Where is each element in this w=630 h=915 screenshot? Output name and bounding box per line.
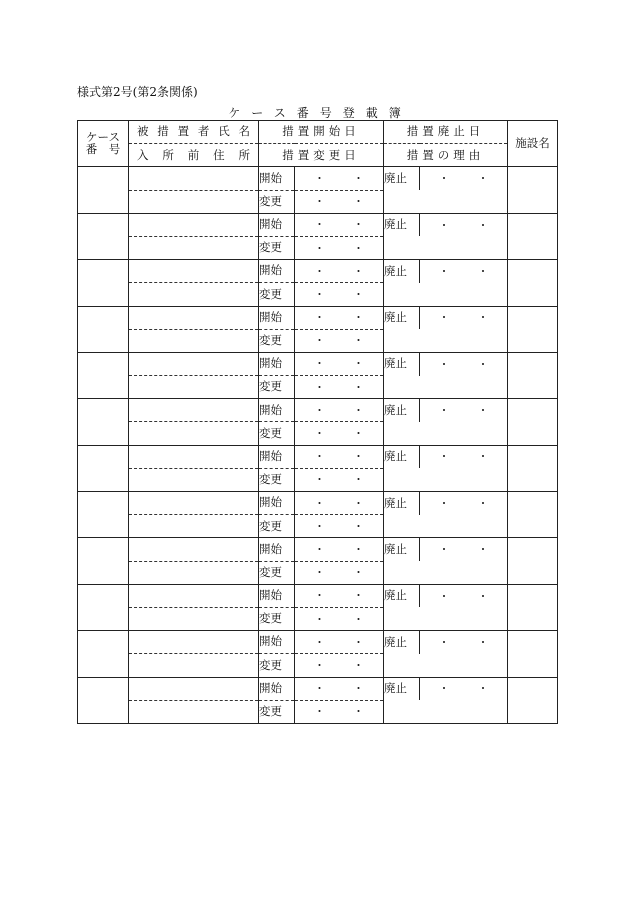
date-separator: ・ <box>438 635 450 649</box>
date-dots <box>295 358 383 369</box>
stop-date-cell[interactable] <box>420 167 508 190</box>
start-date-cell[interactable] <box>295 352 384 375</box>
facility-cell[interactable] <box>508 677 558 723</box>
date-dots <box>295 312 383 323</box>
date-separator: ・ <box>314 612 325 626</box>
date-dots <box>295 405 383 416</box>
start-label-cell: 開始 <box>259 584 295 607</box>
date-separator: ・ <box>353 496 364 510</box>
date-dots <box>420 220 507 231</box>
date-dots <box>295 173 383 184</box>
address-cell[interactable] <box>129 329 259 352</box>
table-row <box>78 584 558 607</box>
header-row-1 <box>78 121 558 144</box>
date-separator: ・ <box>477 357 489 371</box>
table-row <box>78 538 558 561</box>
table-row <box>78 561 558 584</box>
change-label-cell: 変更 <box>259 236 295 259</box>
facility-cell[interactable] <box>508 631 558 677</box>
change-label-cell: 変更 <box>259 190 295 213</box>
date-separator: ・ <box>353 218 364 232</box>
change-date-cell[interactable] <box>295 654 384 677</box>
date-separator: ・ <box>353 542 364 556</box>
date-dots <box>295 706 383 717</box>
date-dots <box>295 637 383 648</box>
table-row <box>78 399 558 422</box>
start-date-cell[interactable] <box>295 677 384 700</box>
date-separator: ・ <box>477 264 489 278</box>
table-row <box>78 167 558 190</box>
date-separator: ・ <box>353 287 364 301</box>
date-separator: ・ <box>314 264 325 278</box>
date-dots <box>295 428 383 439</box>
date-separator: ・ <box>314 241 325 255</box>
case-number-cell[interactable] <box>78 677 129 723</box>
date-separator: ・ <box>353 450 364 464</box>
start-date-cell[interactable] <box>295 167 384 190</box>
reason-cell[interactable] <box>384 654 508 677</box>
name-cell[interactable] <box>129 492 259 515</box>
date-separator: ・ <box>438 311 450 325</box>
date-dots <box>420 359 507 370</box>
start-date-cell[interactable] <box>295 399 384 422</box>
change-date-cell[interactable] <box>295 190 384 213</box>
start-date-cell[interactable] <box>295 631 384 654</box>
header-facility-label: 施設名 <box>515 135 550 150</box>
facility-cell[interactable] <box>508 306 558 352</box>
date-separator: ・ <box>353 427 364 441</box>
table-row <box>78 492 558 515</box>
address-cell[interactable] <box>129 376 259 399</box>
date-dots <box>295 683 383 694</box>
header-reason <box>384 144 508 167</box>
header-address-char: 所 <box>162 147 174 162</box>
change-label-cell: 変更 <box>259 422 295 445</box>
date-separator: ・ <box>353 612 364 626</box>
header-name-char: 者 <box>197 124 210 139</box>
name-cell[interactable] <box>129 538 259 561</box>
form-title: ケース番号登載簿 <box>228 106 412 120</box>
address-cell[interactable] <box>129 561 259 584</box>
table-row <box>78 376 558 399</box>
header-address <box>129 144 259 167</box>
reason-cell[interactable] <box>384 190 508 213</box>
date-separator: ・ <box>353 682 364 696</box>
date-separator: ・ <box>353 311 364 325</box>
start-date-cell[interactable] <box>295 213 384 236</box>
date-dots <box>295 243 383 254</box>
date-separator: ・ <box>477 543 489 557</box>
date-dots <box>295 335 383 346</box>
reason-cell[interactable] <box>384 468 508 491</box>
stop-label-cell: 廃止 <box>384 445 420 468</box>
date-separator: ・ <box>314 334 325 348</box>
reason-cell[interactable] <box>384 236 508 259</box>
stop-date-cell[interactable] <box>420 445 508 468</box>
table-row <box>78 213 558 236</box>
case-number-cell[interactable] <box>78 213 129 259</box>
date-dots <box>295 266 383 277</box>
start-label-cell: 開始 <box>259 213 295 236</box>
date-separator: ・ <box>314 519 325 533</box>
date-separator: ・ <box>438 589 450 603</box>
date-separator: ・ <box>477 311 489 325</box>
date-separator: ・ <box>353 334 364 348</box>
date-dots <box>295 451 383 462</box>
date-dots <box>295 498 383 509</box>
date-separator: ・ <box>353 566 364 580</box>
case-number-cell[interactable] <box>78 538 129 584</box>
header-change-date <box>259 144 384 167</box>
address-cell[interactable] <box>129 607 259 630</box>
date-dots <box>295 474 383 485</box>
date-dots <box>420 173 507 184</box>
date-separator: ・ <box>314 171 325 185</box>
reason-cell[interactable] <box>384 515 508 538</box>
start-label-cell: 開始 <box>259 306 295 329</box>
header-name-char: 名 <box>238 124 250 139</box>
date-separator: ・ <box>353 473 364 487</box>
date-dots <box>420 451 507 462</box>
date-separator: ・ <box>314 589 325 603</box>
header-address-char: 所 <box>238 147 250 162</box>
date-dots <box>295 660 383 671</box>
header-address-char: 住 <box>213 147 225 162</box>
table-row <box>78 445 558 468</box>
date-dots <box>420 498 507 509</box>
date-separator: ・ <box>314 357 325 371</box>
table-row <box>78 468 558 491</box>
header-name <box>129 121 259 144</box>
header-name-char: 氏 <box>218 124 230 139</box>
table-row <box>78 422 558 445</box>
date-separator: ・ <box>353 519 364 533</box>
start-date-cell[interactable] <box>295 584 384 607</box>
date-separator: ・ <box>438 543 450 557</box>
date-dots <box>420 683 507 694</box>
date-separator: ・ <box>314 473 325 487</box>
change-label-cell: 変更 <box>259 607 295 630</box>
start-label-cell: 開始 <box>259 352 295 375</box>
table-row <box>78 283 558 306</box>
date-dots <box>420 591 507 602</box>
change-label-cell: 変更 <box>259 561 295 584</box>
table-row <box>78 352 558 375</box>
date-separator: ・ <box>353 635 364 649</box>
facility-cell[interactable] <box>508 584 558 630</box>
date-separator: ・ <box>314 566 325 580</box>
date-dots <box>295 289 383 300</box>
form-caption: 様式第2号(第2条関係) <box>77 85 198 99</box>
case-number-cell[interactable] <box>78 445 129 491</box>
change-label-cell: 変更 <box>259 376 295 399</box>
date-separator: ・ <box>353 403 364 417</box>
date-separator: ・ <box>438 496 450 510</box>
date-separator: ・ <box>438 264 450 278</box>
address-cell[interactable] <box>129 283 259 306</box>
address-cell[interactable] <box>129 190 259 213</box>
header-name-char: 措 <box>157 124 169 139</box>
stop-date-cell[interactable] <box>420 631 508 654</box>
date-dots <box>295 544 383 555</box>
date-dots <box>420 266 507 277</box>
reason-cell[interactable] <box>384 376 508 399</box>
case-number-cell[interactable] <box>78 306 129 352</box>
table-row <box>78 306 558 329</box>
start-label-cell: 開始 <box>259 167 295 190</box>
date-separator: ・ <box>314 403 325 417</box>
change-date-cell[interactable] <box>295 700 384 723</box>
date-separator: ・ <box>438 357 450 371</box>
stop-label-cell: 廃止 <box>384 677 420 700</box>
date-separator: ・ <box>314 635 325 649</box>
start-label-cell: 開始 <box>259 538 295 561</box>
change-date-cell[interactable] <box>295 283 384 306</box>
registry-table <box>77 120 558 724</box>
date-separator: ・ <box>438 172 450 186</box>
address-cell[interactable] <box>129 468 259 491</box>
date-separator: ・ <box>438 450 450 464</box>
date-dots <box>420 637 507 648</box>
address-cell[interactable] <box>129 654 259 677</box>
start-label-cell: 開始 <box>259 677 295 700</box>
table-row <box>78 515 558 538</box>
reason-cell[interactable] <box>384 700 508 723</box>
date-dots <box>420 312 507 323</box>
date-separator: ・ <box>438 404 450 418</box>
name-cell[interactable] <box>129 584 259 607</box>
facility-cell[interactable] <box>508 445 558 491</box>
date-separator: ・ <box>438 682 450 696</box>
table-row <box>78 607 558 630</box>
table-row <box>78 654 558 677</box>
change-label-cell: 変更 <box>259 329 295 352</box>
address-cell[interactable] <box>129 422 259 445</box>
date-separator: ・ <box>314 195 325 209</box>
date-separator: ・ <box>477 589 489 603</box>
name-cell[interactable] <box>129 445 259 468</box>
change-label-cell: 変更 <box>259 654 295 677</box>
date-separator: ・ <box>314 450 325 464</box>
date-separator: ・ <box>314 496 325 510</box>
stop-date-cell[interactable] <box>420 399 508 422</box>
start-label-cell: 開始 <box>259 492 295 515</box>
stop-date-cell[interactable] <box>420 260 508 283</box>
name-cell[interactable] <box>129 352 259 375</box>
date-separator: ・ <box>353 380 364 394</box>
address-cell[interactable] <box>129 236 259 259</box>
date-dots <box>420 544 507 555</box>
date-separator: ・ <box>353 195 364 209</box>
date-dots <box>295 590 383 601</box>
name-cell[interactable] <box>129 399 259 422</box>
start-date-cell[interactable] <box>295 306 384 329</box>
date-separator: ・ <box>353 357 364 371</box>
date-separator: ・ <box>314 682 325 696</box>
change-label-cell: 変更 <box>259 468 295 491</box>
date-separator: ・ <box>438 218 450 232</box>
date-separator: ・ <box>353 705 364 719</box>
header-address-char: 前 <box>187 147 200 162</box>
change-date-cell[interactable] <box>295 607 384 630</box>
date-separator: ・ <box>314 218 325 232</box>
date-separator: ・ <box>353 589 364 603</box>
start-label-cell: 開始 <box>259 399 295 422</box>
table-row <box>78 677 558 700</box>
stop-date-cell[interactable] <box>420 492 508 515</box>
change-label-cell: 変更 <box>259 283 295 306</box>
stop-date-cell[interactable] <box>420 213 508 236</box>
table-row <box>78 329 558 352</box>
date-separator: ・ <box>353 658 364 672</box>
table-row <box>78 700 558 723</box>
header-name-char: 置 <box>177 124 190 139</box>
table-row <box>78 260 558 283</box>
date-separator: ・ <box>314 658 325 672</box>
header-start-label: 措置開始日 <box>282 124 360 139</box>
start-label-cell: 開始 <box>259 260 295 283</box>
stop-label-cell: 廃止 <box>384 213 420 236</box>
facility-cell[interactable] <box>508 399 558 445</box>
header-start-date <box>259 121 384 144</box>
case-number-cell[interactable] <box>78 492 129 538</box>
change-date-cell[interactable] <box>295 236 384 259</box>
change-date-cell[interactable] <box>295 329 384 352</box>
reason-cell[interactable] <box>384 422 508 445</box>
facility-cell[interactable] <box>508 260 558 306</box>
address-cell[interactable] <box>129 515 259 538</box>
table-row <box>78 631 558 654</box>
change-date-cell[interactable] <box>295 561 384 584</box>
reason-cell[interactable] <box>384 283 508 306</box>
table-row <box>78 190 558 213</box>
date-separator: ・ <box>353 264 364 278</box>
header-case-number <box>78 121 129 167</box>
date-separator: ・ <box>477 404 489 418</box>
date-separator: ・ <box>314 705 325 719</box>
name-cell[interactable] <box>129 306 259 329</box>
date-separator: ・ <box>353 241 364 255</box>
change-date-cell[interactable] <box>295 422 384 445</box>
header-stop-label: 措置廃止日 <box>406 124 485 139</box>
case-number-cell[interactable] <box>78 167 129 213</box>
date-dots <box>295 219 383 230</box>
start-date-cell[interactable] <box>295 492 384 515</box>
change-label-cell: 変更 <box>259 515 295 538</box>
date-separator: ・ <box>314 542 325 556</box>
name-cell[interactable] <box>129 631 259 654</box>
change-date-cell[interactable] <box>295 468 384 491</box>
date-dots <box>295 567 383 578</box>
stop-label-cell: 廃止 <box>384 167 420 190</box>
stop-label-cell: 廃止 <box>384 399 420 422</box>
start-date-cell[interactable] <box>295 538 384 561</box>
date-separator: ・ <box>353 171 364 185</box>
header-name-char: 被 <box>137 124 149 139</box>
stop-label-cell: 廃止 <box>384 352 420 375</box>
stop-label-cell: 廃止 <box>384 584 420 607</box>
change-date-cell[interactable] <box>295 515 384 538</box>
date-separator: ・ <box>314 380 325 394</box>
name-cell[interactable] <box>129 167 259 190</box>
date-separator: ・ <box>314 311 325 325</box>
stop-date-cell[interactable] <box>420 352 508 375</box>
header-row-2 <box>78 144 558 167</box>
date-separator: ・ <box>477 450 489 464</box>
stop-date-cell[interactable] <box>420 306 508 329</box>
stop-date-cell[interactable] <box>420 538 508 561</box>
header-facility <box>508 121 558 167</box>
header-change-label: 措置変更日 <box>282 147 360 162</box>
date-separator: ・ <box>477 218 489 232</box>
header-case-line2: 番 号 <box>85 141 121 156</box>
address-cell[interactable] <box>129 700 259 723</box>
change-date-cell[interactable] <box>295 376 384 399</box>
reason-cell[interactable] <box>384 561 508 584</box>
case-number-cell[interactable] <box>78 399 129 445</box>
stop-label-cell: 廃止 <box>384 260 420 283</box>
date-dots <box>295 614 383 625</box>
date-separator: ・ <box>477 496 489 510</box>
stop-label-cell: 廃止 <box>384 631 420 654</box>
change-label-cell: 変更 <box>259 700 295 723</box>
facility-cell[interactable] <box>508 352 558 398</box>
stop-label-cell: 廃止 <box>384 492 420 515</box>
start-label-cell: 開始 <box>259 445 295 468</box>
name-cell[interactable] <box>129 260 259 283</box>
facility-cell[interactable] <box>508 167 558 213</box>
stop-label-cell: 廃止 <box>384 538 420 561</box>
stop-date-cell[interactable] <box>420 677 508 700</box>
stop-date-cell[interactable] <box>420 584 508 607</box>
facility-cell[interactable] <box>508 213 558 259</box>
header-case-line1: ケース <box>86 130 120 145</box>
start-date-cell[interactable] <box>295 260 384 283</box>
date-separator: ・ <box>477 682 489 696</box>
name-cell[interactable] <box>129 677 259 700</box>
start-date-cell[interactable] <box>295 445 384 468</box>
case-number-cell[interactable] <box>78 352 129 398</box>
facility-cell[interactable] <box>508 538 558 584</box>
date-dots <box>295 196 383 207</box>
date-separator: ・ <box>314 427 325 441</box>
stop-label-cell: 廃止 <box>384 306 420 329</box>
facility-cell[interactable] <box>508 492 558 538</box>
date-separator: ・ <box>477 172 489 186</box>
header-stop-date <box>384 121 508 144</box>
date-separator: ・ <box>477 635 489 649</box>
table-row <box>78 236 558 259</box>
header-address-char: 入 <box>137 147 149 162</box>
header-reason-label: 措置の理由 <box>406 147 485 162</box>
reason-cell[interactable] <box>384 607 508 630</box>
case-number-cell[interactable] <box>78 260 129 306</box>
date-dots <box>295 382 383 393</box>
start-label-cell: 開始 <box>259 631 295 654</box>
date-dots <box>295 521 383 532</box>
case-number-cell[interactable] <box>78 631 129 677</box>
date-dots <box>420 405 507 416</box>
reason-cell[interactable] <box>384 329 508 352</box>
date-separator: ・ <box>314 287 325 301</box>
case-number-cell[interactable] <box>78 584 129 630</box>
name-cell[interactable] <box>129 213 259 236</box>
